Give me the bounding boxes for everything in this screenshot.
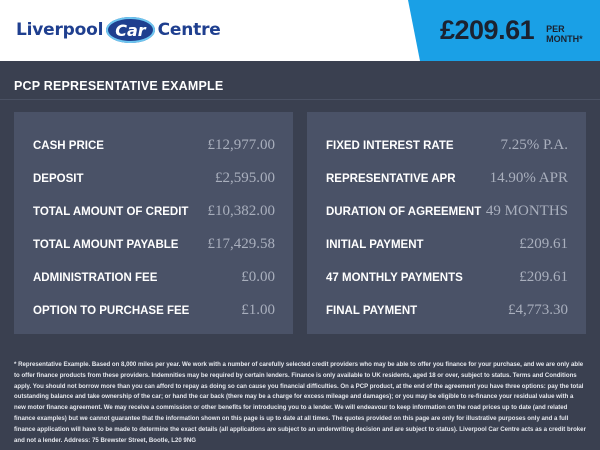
row-value: 14.90% APR bbox=[489, 170, 568, 186]
row-label: TOTAL AMOUNT OF CREDIT bbox=[33, 205, 189, 218]
finance-row bbox=[307, 261, 586, 294]
row-label: 47 MONTHLY PAYMENTS bbox=[326, 271, 463, 284]
row-value: £209.61 bbox=[519, 236, 568, 252]
section-title: PCP REPRESENTATIVE EXAMPLE bbox=[14, 79, 224, 93]
row-value: 7.25% P.A. bbox=[500, 137, 568, 153]
finance-row bbox=[307, 162, 586, 195]
finance-row bbox=[14, 228, 293, 261]
row-label: DURATION OF AGREEMENT bbox=[326, 205, 482, 218]
finance-row bbox=[14, 195, 293, 228]
row-value: £2,595.00 bbox=[215, 170, 275, 186]
finance-row bbox=[307, 129, 586, 162]
row-label: OPTION TO PURCHASE FEE bbox=[33, 304, 190, 317]
logo-badge-car: Car bbox=[106, 17, 154, 43]
finance-row bbox=[307, 294, 586, 327]
row-label: INITIAL PAYMENT bbox=[326, 238, 424, 251]
row-value: £209.61 bbox=[519, 269, 568, 285]
row-label: TOTAL AMOUNT PAYABLE bbox=[33, 238, 179, 251]
logo-word-centre: Centre bbox=[157, 20, 221, 40]
monthly-price-panel bbox=[420, 0, 600, 61]
row-value: £1.00 bbox=[241, 302, 275, 318]
finance-row bbox=[307, 228, 586, 261]
row-label: ADMINISTRATION FEE bbox=[33, 271, 158, 284]
finance-disclaimer: * Representative Example. Based on 8,000 miles per year. We work with a number of carefully selected credit providers who may be able to offer you finance for your purchase, and we are only able to offer finance products from these providers. Indemnities may be required by certain lenders. Finance is only available to UK residents, aged 18 or over, subject to status. Terms and Conditions apply. You should not borrow more than you can afford to repay as doing so can cause you financial difficulties. On a PCP product, at the end of the agreement you have three options: pay the total outstanding balance and take ownership of the car; or hand the car back (there may be a charge for excess mileage and damages); or you may be eligible to re-finance your residual value with a new motor finance agreement. We may receive a commission or other benefits for introducing you to a lender. We will endeavour to keep information on the road prices up to date (and related finance examples) but we cannot guarantee that the information shown on this page is up to date at all times. The quotes provided on this page are only for illustrative purposes only and a full finance application will have to be made to determine the exact details (all applications are subject to an underwriting decision and are subject to status). Liverpool Car Centre acts as a credit broker and not a lender. Address: 75 Brewster Street, Bootle, L20 9NG bbox=[14, 361, 586, 444]
row-label: REPRESENTATIVE APR bbox=[326, 172, 456, 185]
row-label: FIXED INTEREST RATE bbox=[326, 139, 454, 152]
finance-panel-right bbox=[307, 112, 586, 334]
row-value: £12,977.00 bbox=[207, 137, 275, 153]
row-value: £4,773.30 bbox=[508, 302, 568, 318]
row-label: DEPOSIT bbox=[33, 172, 84, 185]
row-label: CASH PRICE bbox=[33, 139, 104, 152]
finance-row bbox=[14, 294, 293, 327]
finance-row bbox=[14, 261, 293, 294]
row-value: 49 MONTHS bbox=[485, 203, 568, 219]
finance-panel-left bbox=[14, 112, 293, 334]
row-value: £10,382.00 bbox=[207, 203, 275, 219]
logo[interactable] bbox=[16, 14, 221, 46]
finance-row bbox=[307, 195, 586, 228]
row-value: £0.00 bbox=[241, 269, 275, 285]
finance-row bbox=[14, 162, 293, 195]
monthly-price-suffix: PER MONTH* bbox=[546, 23, 583, 44]
monthly-price: £209.61 bbox=[440, 15, 535, 45]
logo-word-liverpool: Liverpool bbox=[16, 20, 104, 40]
header bbox=[0, 0, 600, 61]
divider bbox=[0, 99, 600, 100]
finance-row bbox=[14, 129, 293, 162]
row-label: FINAL PAYMENT bbox=[326, 304, 418, 317]
row-value: £17,429.58 bbox=[207, 236, 275, 252]
